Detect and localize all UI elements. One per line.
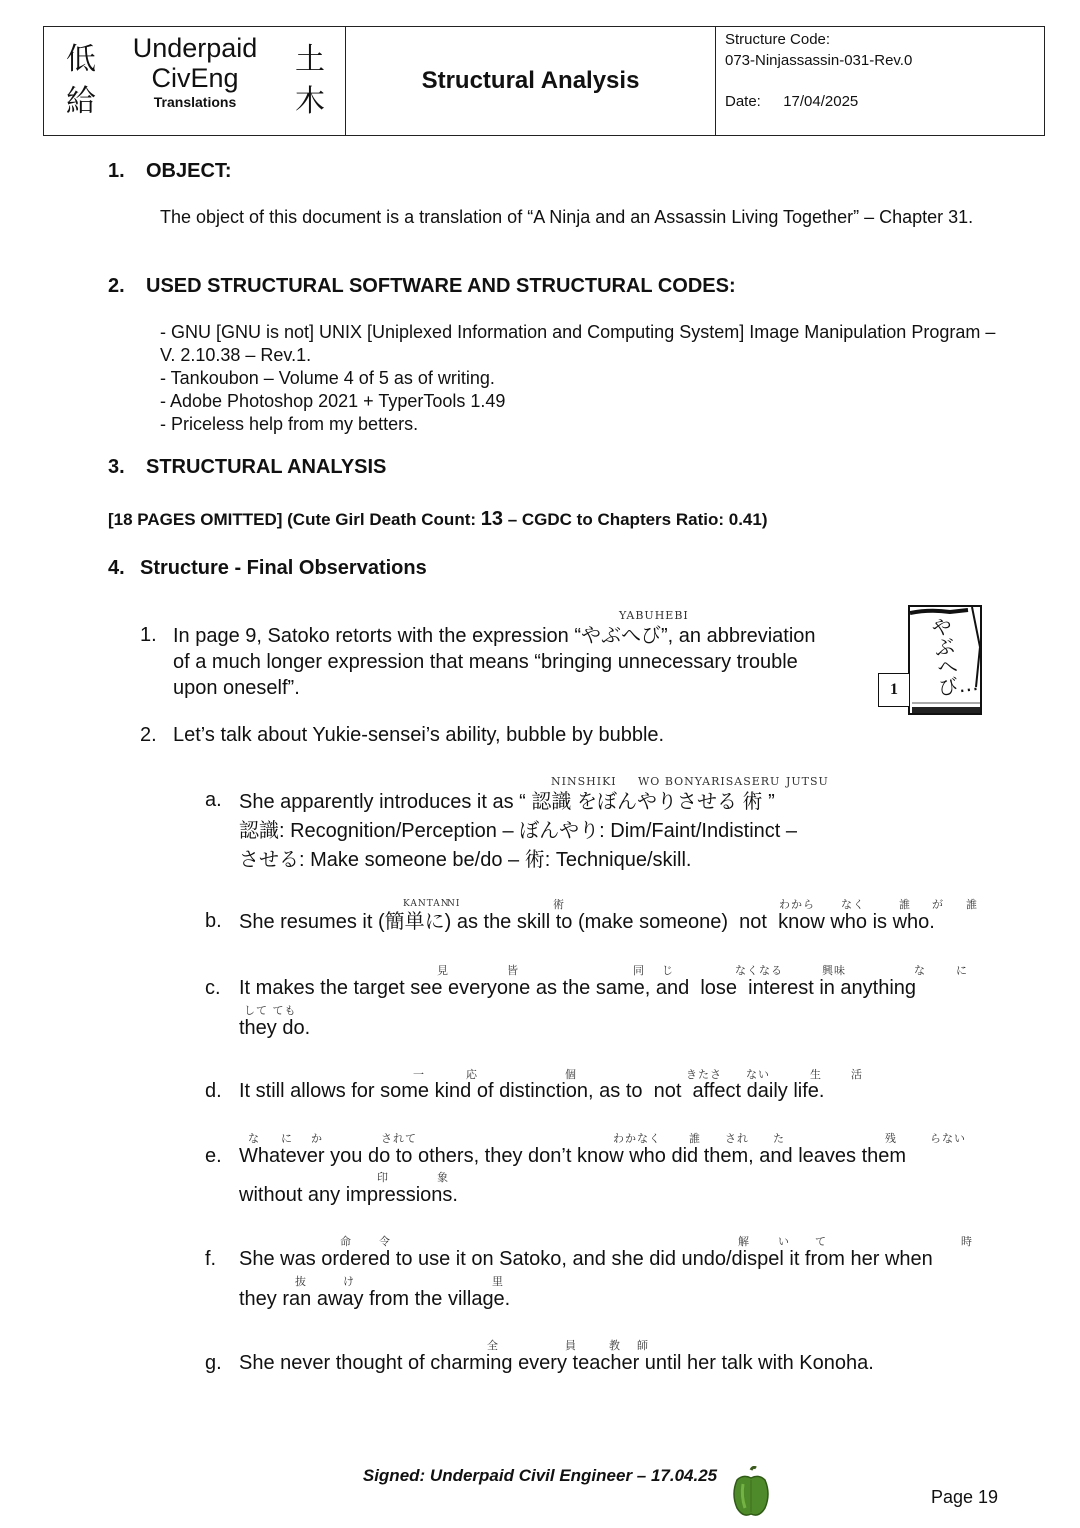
obs1-ruby: YABUHEBI (619, 609, 689, 622)
item-a-line3-t1: : Make someone be/do – (299, 849, 525, 871)
item-b-ruby-5: なく (841, 898, 865, 911)
item-e-label: e. (205, 1145, 222, 1167)
item-c-ruby-2: 皆 (507, 964, 519, 977)
item-d-ruby-5: ない (746, 1068, 770, 1081)
item-f-ruby-2: 令 (379, 1235, 391, 1248)
section-4-title: Structure - Final Observations (140, 557, 427, 579)
obs1-line2: of a much longer expression that means “bringing unnecessary trouble (173, 651, 798, 673)
item-e-ruby-5: わかなく (613, 1132, 661, 1145)
item-a-line3-jp1: させる (239, 847, 299, 871)
item-g-ruby-4: 師 (637, 1339, 649, 1352)
green-bell-pepper-icon (729, 1466, 773, 1518)
section-2-list (160, 321, 1002, 436)
manga-panel-inset (908, 605, 982, 715)
item-e-ruby-7: され (725, 1132, 749, 1145)
item-d-label: d. (205, 1080, 222, 1102)
item-f-ruby-4: い (778, 1235, 790, 1248)
item-c-ruby-3: 同 (633, 964, 645, 977)
logo-kanji-right-1: 土 (295, 42, 325, 77)
logo-line-3: Translations (153, 94, 237, 110)
item-b-ruby-2: NI (447, 899, 461, 909)
item-b-ruby-4: わから (779, 898, 815, 911)
item-a-line1-jp3: 術 (742, 789, 763, 813)
item-a-line1-jp2: をぼんやりさせる (576, 789, 737, 813)
item-a-line3-jp2: 術 (524, 847, 545, 871)
item-f-ruby-3: 解 (738, 1235, 750, 1248)
item-b-pre: She resumes it ( (239, 911, 385, 933)
software-line-4: - Priceless help from my betters. (160, 414, 419, 434)
obs2-text: Let’s talk about Yukie-sensei’s ability, bubble by bubble. (173, 724, 665, 746)
logo-cell (44, 27, 346, 135)
item-a-ruby-1: NINSHIKI (551, 775, 617, 788)
item-d-ruby-1: 一 (413, 1068, 425, 1081)
logo-kanji-right-2: 木 (295, 84, 325, 119)
section-4-number: 4. (108, 557, 125, 579)
item-a-line3-t2: : Technique/skill. (544, 849, 692, 871)
item-b-ruby-1: KANTAN (403, 899, 450, 909)
structure-code-value: 073-Ninjassassin-031-Rev.0 (725, 52, 913, 69)
item-e-ruby-6: 誰 (689, 1132, 701, 1145)
item-d-line1: It still allows for some kind of distinction, as to not affect daily life. (239, 1080, 825, 1102)
item-a-line1-jp1: 認識 (531, 789, 572, 813)
item-a-line2-jp2: ぼんやり (519, 818, 600, 842)
obs1-line1-jp: やぶへび (581, 623, 661, 647)
item-f-ruby2-1: 抜 (295, 1275, 307, 1288)
item-a-line1-pre: She apparently introduces it as “ (239, 791, 532, 813)
item-d-ruby-2: 応 (466, 1068, 478, 1081)
item-e-ruby-1: な (248, 1132, 260, 1145)
item-c-label: c. (205, 977, 221, 999)
item-c-ruby-6: 興味 (822, 964, 846, 977)
item-c-ruby-1: 見 (437, 964, 449, 977)
item-e-ruby-8: た (773, 1132, 785, 1145)
item-c-ruby-8: に (956, 964, 968, 977)
logo-kanji-left-1: 低 (66, 42, 96, 77)
logo-kanji-left-2: 給 (66, 84, 96, 119)
obs1-line1-pre: In page 9, Satoko retorts with the expression “ (173, 625, 581, 647)
item-c-line1: It makes the target see everyone as the same, and lose interest in anything (239, 977, 917, 999)
manga-panel-text: やぶへび… (930, 614, 980, 701)
item-e-ruby-3: か (311, 1132, 323, 1145)
item-e-ruby-9: 残 (885, 1132, 897, 1145)
manga-panel-number: 1 (878, 673, 910, 707)
obs1-line3: upon oneself”. (173, 677, 300, 699)
item-f-ruby2-3: 里 (492, 1275, 504, 1288)
logo-line-2: CivEng (151, 63, 239, 93)
structure-code-cell (716, 27, 1046, 135)
date-row (725, 91, 1046, 112)
item-d-ruby-6: 生 (810, 1068, 822, 1081)
item-e-ruby2-1: 印 (377, 1171, 389, 1184)
software-line-1: - GNU [GNU is not] UNIX [Uniplexed Information and Computing System] Image Manipulation Program – V. 2.10.38 – Rev.1. (160, 322, 996, 365)
item-c-ruby-7: な (914, 964, 926, 977)
date-label: Date: (725, 93, 761, 110)
section-4-heading (108, 557, 427, 580)
section-3-heading (108, 456, 386, 479)
section-1-text: The object of this document is a translation of “A Ninja and an Assassin Living Together” – Chapter 31. (160, 207, 974, 227)
item-f-ruby-1: 命 (340, 1235, 352, 1248)
item-a-line2-t2: : Dim/Faint/Indistinct – (599, 820, 797, 842)
omitted-part-2: – CGDC to Chapters Ratio: 0.41) (503, 510, 768, 529)
structure-code-label: Structure Code: (725, 31, 831, 48)
obs1-text (173, 622, 878, 701)
item-e-line2: without any impressions. (239, 1184, 458, 1206)
date-value: 17/04/2025 (783, 93, 859, 110)
pages-omitted-note (108, 508, 768, 531)
item-b-ruby-8: 誰 (966, 898, 978, 911)
item-b-label: b. (205, 910, 222, 932)
document-header (43, 26, 1045, 136)
section-2-number: 2. (108, 275, 125, 297)
item-g-ruby-1: 全 (487, 1339, 499, 1352)
item-f-ruby-6: 時 (961, 1235, 973, 1248)
item-c-ruby-4: じ (662, 964, 674, 977)
cute-girl-death-count: 13 (480, 508, 503, 530)
item-f-line2: they ran away from the village. (239, 1288, 511, 1310)
item-a-ruby-3: JUTSU (786, 775, 829, 788)
item-g-line1: She never thought of charming every teacher until her talk with Konoha. (239, 1352, 874, 1374)
item-a-line2-jp1: 認識 (239, 818, 279, 842)
item-d-ruby-4: きたさ (686, 1068, 722, 1081)
section-3-title: STRUCTURAL ANALYSIS (146, 456, 387, 478)
item-b-post: ) as the skill to (make someone) not know who is who. (444, 911, 935, 933)
item-f-ruby-5: て (815, 1235, 827, 1248)
item-e-ruby-2: に (281, 1132, 293, 1145)
item-a-ruby-2: WO BONYARISASERU (638, 775, 781, 788)
item-c-line2: they do. (239, 1017, 311, 1039)
page-number: Page 19 (931, 1487, 999, 1507)
item-e-line1: Whatever you do to others, they don’t know who did them, and leaves them (239, 1145, 907, 1167)
item-c-ruby-5: なくなる (735, 964, 783, 977)
logo-line-1: Underpaid (132, 33, 258, 63)
obs2-number: 2. (140, 724, 157, 746)
item-f-ruby2-2: け (343, 1275, 355, 1288)
software-line-2: - Tankoubon – Volume 4 of 5 as of writing. (160, 368, 495, 388)
section-1-title: OBJECT: (146, 160, 232, 182)
obs1-line1-post: ”, an abbreviation (661, 625, 816, 647)
item-f-label: f. (205, 1248, 217, 1270)
item-c-ruby-line2: して ても (244, 1004, 297, 1017)
section-3-number: 3. (108, 456, 125, 478)
section-2-title: USED STRUCTURAL SOFTWARE AND STRUCTURAL CODES: (146, 275, 736, 297)
signature-line: Signed: Underpaid Civil Engineer – 17.04.25 (362, 1466, 718, 1485)
item-b-text (239, 908, 935, 935)
item-b-ruby-3: 術 (553, 898, 565, 911)
item-e-ruby-4: されて (381, 1132, 417, 1145)
item-g-ruby-2: 員 (565, 1339, 577, 1352)
section-2-heading (108, 275, 736, 298)
section-1-number: 1. (108, 160, 125, 182)
item-b-jp: 簡単に (384, 909, 445, 933)
logo-text (114, 33, 276, 111)
omitted-part-1: [18 PAGES OMITTED] (Cute Girl Death Count: (108, 510, 481, 529)
item-f-line1: She was ordered to use it on Satoko, and she did undo/dispel it from her when (239, 1248, 933, 1270)
obs1-number: 1. (140, 624, 157, 646)
item-a-text (239, 787, 797, 874)
item-b-ruby-7: が (932, 898, 944, 911)
item-b-ruby-6: 誰 (899, 898, 911, 911)
item-e-ruby2-2: 象 (437, 1171, 449, 1184)
item-a-label: a. (205, 789, 222, 811)
item-g-label: g. (205, 1352, 222, 1374)
item-d-ruby-3: 個 (565, 1068, 577, 1081)
item-g-ruby-3: 教 (609, 1339, 621, 1352)
item-e-ruby-10: らない (930, 1132, 966, 1145)
item-a-line2-t1: : Recognition/Perception – (279, 820, 520, 842)
item-a-line1-post: ” (762, 791, 775, 813)
item-d-ruby-7: 活 (851, 1068, 863, 1081)
software-line-3: - Adobe Photoshop 2021 + TyperTools 1.49 (160, 391, 506, 411)
section-1-heading (108, 160, 232, 183)
document-title: Structural Analysis (346, 27, 716, 135)
